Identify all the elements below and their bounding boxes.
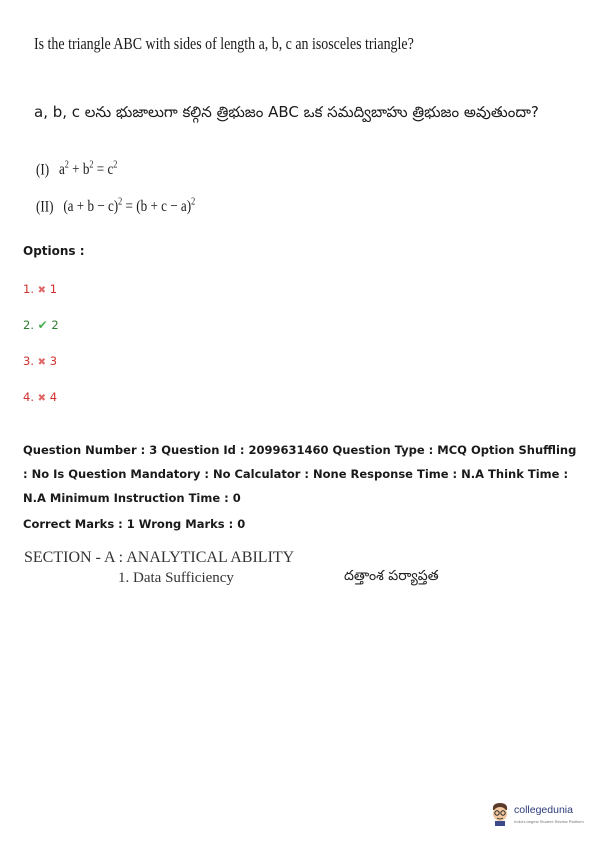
check-icon: ✔: [37, 318, 48, 332]
option-value: 4: [49, 390, 58, 404]
option-1[interactable]: [23, 282, 57, 296]
option-number: 3.: [23, 354, 34, 368]
question-telugu: a, b, c లను భుజాలుగా కల్గిన త్రిభుజం ABC ఒక సమద్విబాహు త్రిభుజం అవుతుందా?: [34, 103, 539, 121]
statement-2: [36, 197, 195, 216]
option-2[interactable]: [23, 318, 59, 332]
brand-tagline: India's largest Student Review Platform: [514, 819, 584, 824]
option-3[interactable]: [23, 354, 57, 368]
statement-1-text: $a^2 + b^2 = c^2$: [58, 160, 118, 179]
statement-1: [36, 160, 117, 179]
cross-icon: ✖: [37, 393, 47, 404]
option-number: 4.: [23, 390, 34, 404]
cross-icon: ✖: [37, 357, 47, 368]
marks-info: Correct Marks : 1 Wrong Marks : 0: [23, 517, 246, 531]
subsection-telugu: దత్తాంశ పర్యాప్తత: [344, 568, 439, 584]
option-number: 2.: [23, 318, 34, 332]
option-value: 2: [51, 318, 59, 332]
statement-1-label: (I): [36, 161, 50, 179]
option-value: 3: [49, 354, 58, 368]
brand-name: collegedunia: [514, 804, 573, 816]
statement-2-label: (II): [36, 198, 54, 216]
option-number: 1.: [23, 282, 34, 296]
question-meta: Question Number : 3 Question Id : 2099631460 Question Type : MCQ Option Shuffling : No Is Question Mandatory : No Calculator : None Response Time : N.A Think Time : N.A Minimum Instruction Time : 0: [23, 443, 577, 505]
options-heading: Options :: [23, 244, 85, 258]
cross-icon: ✖: [37, 285, 47, 296]
option-4[interactable]: [23, 390, 57, 404]
question-english: Is the triangle ABC with sides of length a, b, c an isosceles triangle?: [34, 34, 414, 53]
statement-2-text: $(a + b - c)^2 = (b + c - a)^2$: [63, 197, 196, 216]
subsection-title: 1. Data Sufficiency: [118, 570, 234, 586]
option-value: 1: [49, 282, 58, 296]
section-title: SECTION - A : ANALYTICAL ABILITY: [24, 549, 295, 566]
mascot-icon: [490, 802, 510, 826]
brand-logo: [490, 799, 590, 833]
